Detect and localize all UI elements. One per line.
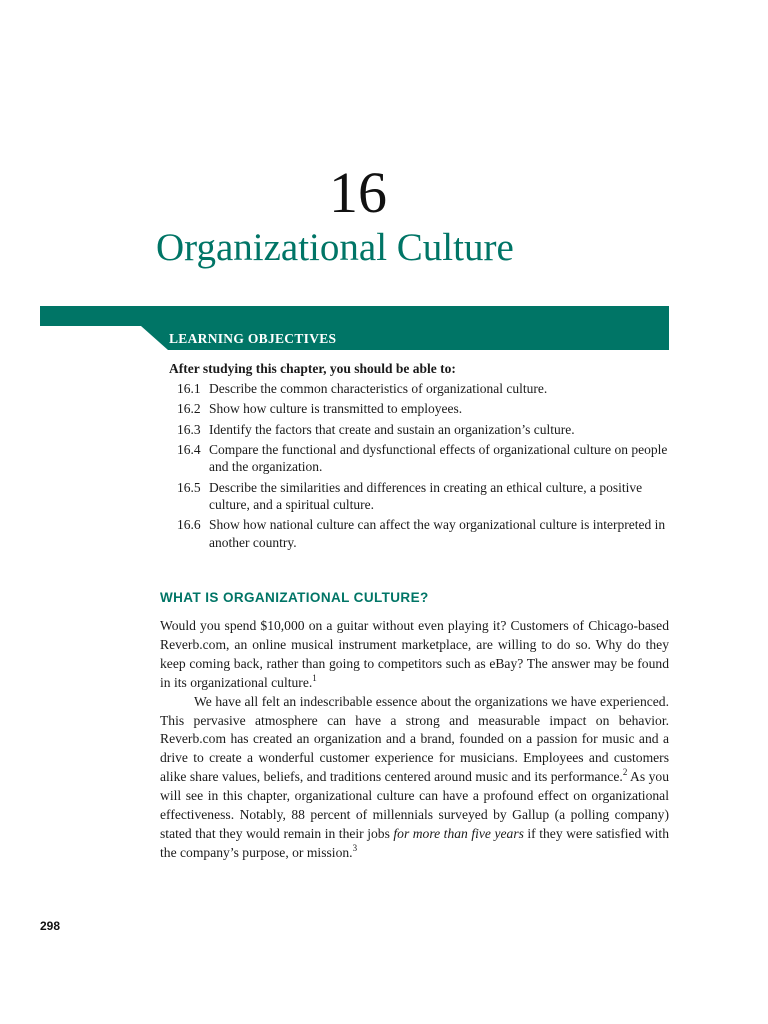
- learning-objectives-banner: [40, 306, 669, 350]
- objective-item: [177, 421, 677, 439]
- footnote-marker: 3: [352, 842, 358, 853]
- learning-objectives-intro: After studying this chapter, you should be able to:: [169, 361, 456, 376]
- objective-number: 16.5: [177, 479, 201, 495]
- objective-number: 16.4: [177, 441, 201, 457]
- paragraph-2-text-c: if they were satisfied with the company’s purpose, or mission.: [160, 825, 669, 860]
- objective-number: 16.6: [177, 517, 201, 533]
- objective-item: [177, 400, 677, 418]
- paragraph-2-text-a: We have all felt an indescribable essence about the organizations we have experienced. This pervasive atmosphere can have a strong and measurable impact on behavior. Reverb.com has created an organization and a brand, founded on a passion for music and a drive to create a wonderful customer experience for musicians. Employees and customers alike share values, beliefs, and traditions centered around music and its performance.: [160, 693, 669, 785]
- page-number: 298: [40, 919, 61, 933]
- objective-text: Show how national culture can affect the way organizational culture is interpreted in another country.: [209, 517, 666, 550]
- emphasis-text: for more than five years: [393, 825, 524, 841]
- paragraph-1-text: Would you spend $10,000 on a guitar without even playing it? Customers of Chicago-based Reverb.com, an online musical instrument marketplace, are willing to do so. Why do they keep coming back, rather than going to competitors such as eBay? The answer may be found in its organizational culture.: [160, 618, 669, 690]
- objective-item: [177, 380, 677, 398]
- chapter-title: Organizational Culture: [156, 226, 514, 269]
- paragraph-2-text-b: As you will see in this chapter, organizational culture can have a profound effect on organizational effectiveness. Notably, 88 percent of millennials surveyed by Gallup (a polling company) stated that they would remain in their jobs: [160, 769, 670, 841]
- objective-item: [177, 479, 677, 514]
- objective-text: Show how culture is transmitted to employees.: [209, 401, 463, 417]
- paragraph-1: [160, 617, 669, 693]
- paragraph-2: [160, 693, 669, 863]
- banner-shape: [40, 306, 669, 350]
- objective-item: [177, 516, 677, 551]
- objective-text: Compare the functional and dysfunctional effects of organizational culture on people and the organization.: [209, 441, 668, 475]
- section-heading: WHAT IS ORGANIZATIONAL CULTURE?: [160, 590, 429, 605]
- footnote-marker: 2: [622, 767, 628, 778]
- learning-objectives-heading: LEARNING OBJECTIVES: [169, 331, 337, 346]
- body-text: [160, 617, 669, 863]
- objective-text: Describe the similarities and differences in creating an ethical culture, a positive culture, and a spiritual culture.: [209, 479, 643, 513]
- objective-number: 16.3: [177, 421, 201, 437]
- objective-number: 16.2: [177, 401, 201, 417]
- objective-text: Identify the factors that create and sustain an organization’s culture.: [209, 421, 575, 437]
- objective-item: [177, 441, 677, 476]
- objectives-list: [177, 380, 677, 554]
- objective-text: Describe the common characteristics of organizational culture.: [209, 381, 548, 396]
- objective-number: 16.1: [177, 381, 201, 396]
- chapter-number: 16: [329, 160, 387, 225]
- footnote-marker: 1: [312, 672, 317, 683]
